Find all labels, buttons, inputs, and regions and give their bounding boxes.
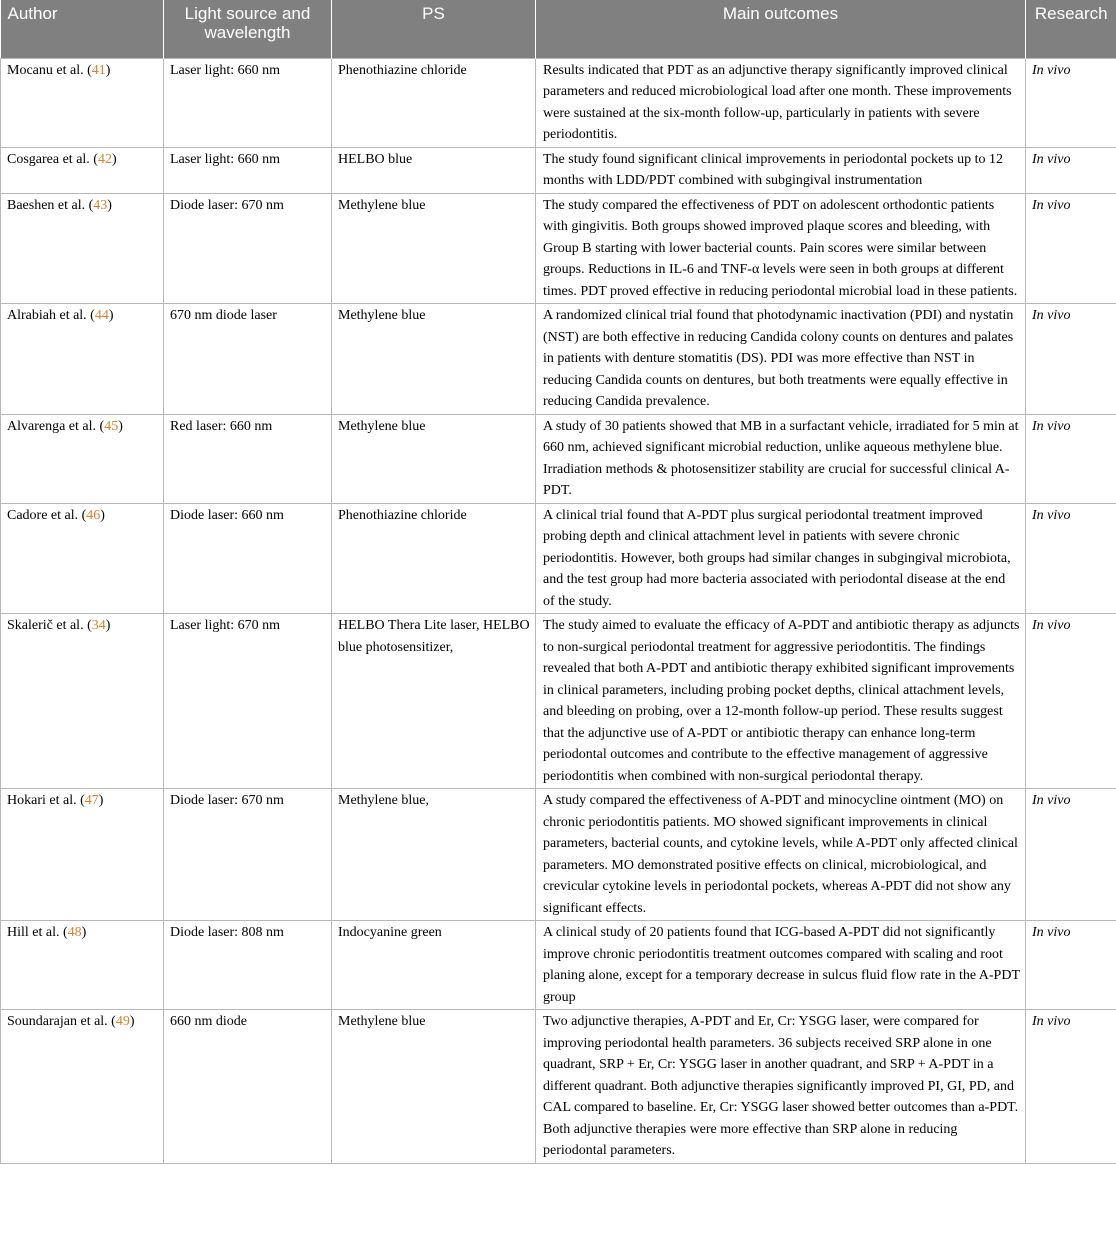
ps-cell: Methylene blue bbox=[332, 414, 536, 503]
author-cell: Hokari et al. (47) bbox=[1, 789, 164, 921]
outcome-cell: A clinical trial found that A-PDT plus surgical periodontal treatment improved probing depth and clinical attachment level in patients with severe chronic periodontitis. However, both groups had similar changes in subgingival microbiota, and the test group had more bacteria associated with periodontal disease at the end of the study. bbox=[536, 503, 1026, 614]
header-research: Research bbox=[1026, 0, 1116, 58]
header-row bbox=[1, 0, 1116, 58]
research-cell: In vivo bbox=[1026, 304, 1116, 415]
table-row bbox=[1, 147, 1116, 193]
author-cell: Mocanu et al. (41) bbox=[1, 58, 164, 147]
outcome-cell: The study found significant clinical improvements in periodontal pockets up to 12 months with LDD/PDT combined with subgingival instrumentation bbox=[536, 147, 1026, 193]
author-cell: Baeshen et al. (43) bbox=[1, 193, 164, 304]
research-cell: In vivo bbox=[1026, 58, 1116, 147]
author-cell: Alrabiah et al. (44) bbox=[1, 304, 164, 415]
outcome-cell: A clinical study of 20 patients found that ICG-based A-PDT did not significantly improve chronic periodontitis treatment outcomes compared with scaling and root planing alone, except for a temporary decrease in sulcus fluid flow rate in the A-PDT group bbox=[536, 921, 1026, 1010]
outcome-paragraph: Irradiation methods & photosensitizer stability are crucial for successful clinical A-PDT. bbox=[543, 461, 1010, 498]
table-row bbox=[1, 58, 1116, 147]
light-source-cell: Red laser: 660 nm bbox=[164, 414, 332, 503]
ps-cell: Methylene blue, bbox=[332, 789, 536, 921]
research-cell: In vivo bbox=[1026, 789, 1116, 921]
outcome-paragraph: A study of 30 patients showed that MB in a surfactant vehicle, irradiated for 5 min at 660 nm, achieved significant microbial reduction, unlike aqueous methylene blue. bbox=[543, 418, 1019, 455]
light-source-cell: Laser light: 670 nm bbox=[164, 614, 332, 789]
ps-cell: Methylene blue bbox=[332, 193, 536, 304]
author-cell: Cosgarea et al. (42) bbox=[1, 147, 164, 193]
author-cell: Skalerič et al. (34) bbox=[1, 614, 164, 789]
table-row bbox=[1, 1010, 1116, 1164]
light-source-cell: 670 nm diode laser bbox=[164, 304, 332, 415]
table-header bbox=[1, 0, 1116, 58]
table-row bbox=[1, 304, 1116, 415]
header-ps: PS bbox=[332, 0, 536, 58]
outcome-cell: A randomized clinical trial found that photodynamic inactivation (PDI) and nystatin (NST) are both effective in reducing Candida colony counts on dentures and palates in patients with denture stomatitis (DS). PDI was more effective than NST in reducing Candida counts on dentures, but both treatments were equally effective in reducing Candida prevalence. bbox=[536, 304, 1026, 415]
light-source-cell: 660 nm diode bbox=[164, 1010, 332, 1164]
ps-cell: HELBO blue bbox=[332, 147, 536, 193]
ps-cell: Methylene blue bbox=[332, 304, 536, 415]
ps-cell: Methylene blue bbox=[332, 1010, 536, 1164]
header-main-outcomes: Main outcomes bbox=[536, 0, 1026, 58]
outcome-cell: A study compared the effectiveness of A-PDT and minocycline ointment (MO) on chronic periodontitis patients. MO showed significant improvements in clinical parameters, bacterial counts, and cytokine levels, while A-PDT only affected clinical parameters. MO demonstrated positive effects on clinical, microbiological, and crevicular cytokine levels in periodontal pockets, whereas A-PDT did not show any significant effects. bbox=[536, 789, 1026, 921]
reference-link[interactable]: 42 bbox=[97, 151, 112, 167]
light-source-cell: Laser light: 660 nm bbox=[164, 58, 332, 147]
reference-link[interactable]: 41 bbox=[91, 62, 106, 78]
outcome-cell: The study compared the effectiveness of PDT on adolescent orthodontic patients with gingivitis. Both groups showed improved plaque scores and bleeding, with Group B starting with lower bacterial counts. Pain scores were similar between groups. Reductions in IL-6 and TNF-α levels were seen in both groups at different times. PDT proved effective in reducing periodontal microbial load in these patients. bbox=[536, 193, 1026, 304]
author-cell: Hill et al. (48) bbox=[1, 921, 164, 1010]
light-source-cell: Diode laser: 808 nm bbox=[164, 921, 332, 1010]
outcome-cell: Results indicated that PDT as an adjunctive therapy significantly improved clinical parameters and reduced microbiological load after one month. These improvements were sustained at the six-month follow-up, particularly in patients with severe periodontitis. bbox=[536, 58, 1026, 147]
research-cell: In vivo bbox=[1026, 503, 1116, 614]
light-source-cell: Laser light: 660 nm bbox=[164, 147, 332, 193]
reference-link[interactable]: 47 bbox=[84, 793, 99, 808]
ps-cell: HELBO Thera Lite laser, HELBO blue photosensitizer, bbox=[332, 614, 536, 789]
header-author: Author bbox=[1, 0, 164, 58]
light-source-cell: Diode laser: 670 nm bbox=[164, 789, 332, 921]
ps-cell: Indocyanine green bbox=[332, 921, 536, 1010]
research-cell: In vivo bbox=[1026, 147, 1116, 193]
reference-link[interactable]: 48 bbox=[67, 925, 82, 940]
table-row bbox=[1, 789, 1116, 921]
reference-link[interactable]: 46 bbox=[86, 507, 101, 523]
research-cell: In vivo bbox=[1026, 1010, 1116, 1164]
outcome-cell: Two adjunctive therapies, A-PDT and Er, Cr: YSGG laser, were compared for improving periodontal health parameters. 36 subjects received SRP alone in one quadrant, SRP + Er, Cr: YSGG laser in another quadrant, and SRP + A-PDT in a different quadrant. Both adjunctive therapies significantly improved PI, GI, PD, and CAL compared to baseline. Er, Cr: YSGG laser showed better outcomes than a-PDT. Both adjunctive therapies were more effective than SRP alone in reducing periodontal parameters. bbox=[536, 1010, 1026, 1164]
author-cell: Cadore et al. (46) bbox=[1, 503, 164, 614]
header-light-line2: wavelength bbox=[204, 23, 291, 42]
light-source-cell: Diode laser: 660 nm bbox=[164, 503, 332, 614]
table-row bbox=[1, 414, 1116, 503]
reference-link[interactable]: 45 bbox=[104, 418, 119, 434]
research-cell: In vivo bbox=[1026, 193, 1116, 304]
research-cell: In vivo bbox=[1026, 614, 1116, 789]
outcome-cell: The study aimed to evaluate the efficacy of A-PDT and antibiotic therapy as adjuncts to non-surgical periodontal treatment for aggressive periodontitis. The findings revealed that both A-PDT and antibiotic therapy exhibited significant improvements in clinical parameters, including probing pocket depths, clinical attachment levels, and bleeding on probing, over a 12-month follow-up period. These results suggest that the adjunctive use of A-PDT or antibiotic therapy can enhance long-term periodontal outcomes and contribute to the effective management of aggressive periodontitis when combined with non-surgical periodontal therapy. bbox=[536, 614, 1026, 789]
research-cell: In vivo bbox=[1026, 921, 1116, 1010]
reference-link[interactable]: 34 bbox=[91, 618, 106, 633]
author-cell: Alvarenga et al. (45) bbox=[1, 414, 164, 503]
header-light-line1: Light source and bbox=[184, 4, 311, 23]
ps-cell: Phenothiazine chloride bbox=[332, 58, 536, 147]
table-row bbox=[1, 614, 1116, 789]
table-row bbox=[1, 921, 1116, 1010]
light-source-cell: Diode laser: 670 nm bbox=[164, 193, 332, 304]
author-cell: Soundarajan et al. (49) bbox=[1, 1010, 164, 1164]
outcome-cell bbox=[536, 414, 1026, 503]
reference-link[interactable]: 44 bbox=[94, 308, 109, 323]
reference-link[interactable]: 49 bbox=[115, 1014, 130, 1029]
table-row bbox=[1, 503, 1116, 614]
ps-cell: Phenothiazine chloride bbox=[332, 503, 536, 614]
table-row bbox=[1, 193, 1116, 304]
research-cell: In vivo bbox=[1026, 414, 1116, 503]
header-light-source bbox=[164, 0, 332, 58]
reference-link[interactable]: 43 bbox=[93, 197, 108, 213]
